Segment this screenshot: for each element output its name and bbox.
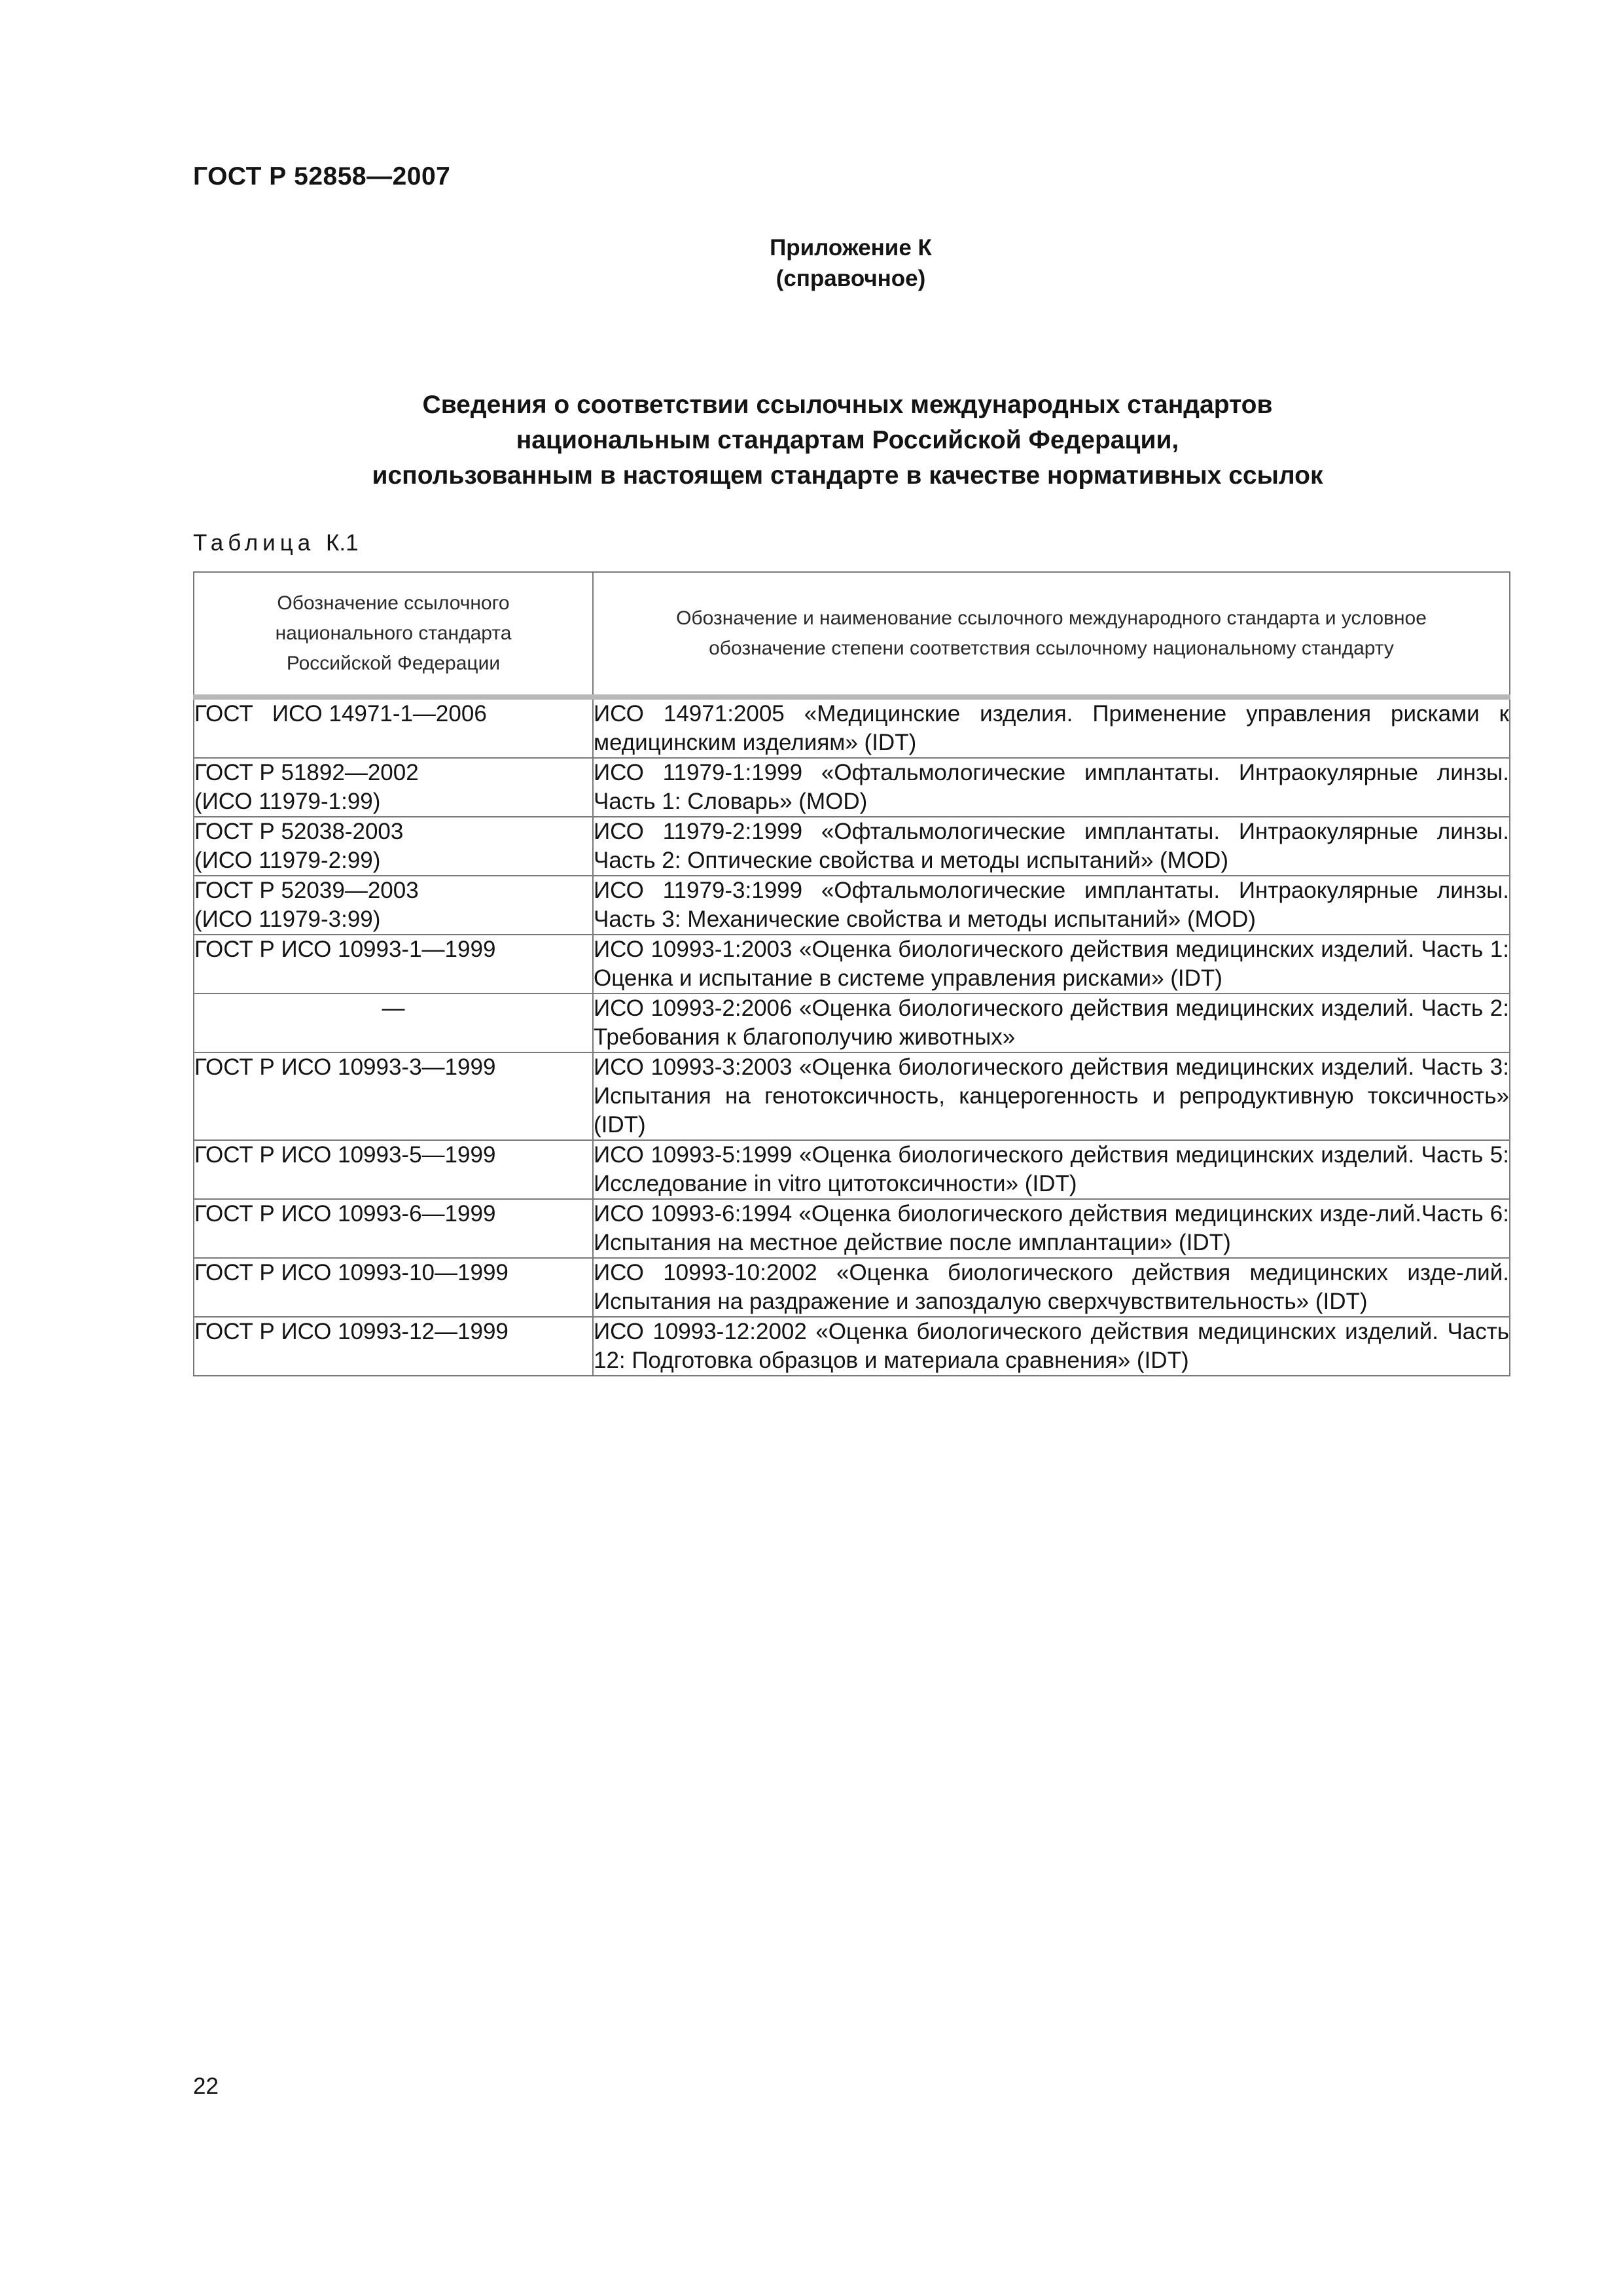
reference-table (193, 571, 1516, 1376)
national-standard-text: ГОСТ Р ИСО 10993-5—1999 (194, 1142, 496, 1168)
appendix-label: Приложение К (770, 235, 932, 260)
international-standard-cell (593, 1052, 1516, 1140)
international-standard-text: ИСО 14971:2005 «Медицинские изделия. Применение управления рисками к медицинским изделиям» (IDT) (594, 701, 1516, 755)
international-standard-text: ИСО 11979-1:1999 «Офтальмологические имплантаты. Интраокулярные линзы. Часть 1: Словарь» (MOD) (594, 760, 1516, 814)
international-standard-cell (593, 1317, 1516, 1376)
international-standard-text: ИСО 10993-12:2002 «Оценка биологического действия медицинских изделий. Часть 12: Подготовка образцов и материала сравнения» (IDT) (594, 1319, 1516, 1373)
header-national-line: Российской Федерации (286, 653, 501, 674)
national-standard-text: — (382, 996, 405, 1021)
national-standard-text: ГОСТ Р ИСО 10993-12—1999 (194, 1319, 508, 1344)
table-row (194, 935, 1510, 994)
table-row (194, 697, 1510, 758)
header-international-line: обозначение степени соответствия ссылочному национальному стандарту (709, 637, 1394, 659)
national-standard-text: ГОСТ Р ИСО 10993-3—1999 (194, 1054, 496, 1080)
table-row (194, 1140, 1510, 1199)
header-national-standard (194, 572, 593, 697)
international-standard-cell (593, 1199, 1516, 1258)
international-standard-text: ИСО 10993-2:2006 «Оценка биологического действия медицинских изделий. Часть 2: Требования к благополучию животных» (594, 996, 1516, 1050)
international-standard-text: ИСО 10993-10:2002 «Оценка биологического действия медицинских изде-лий. Испытания на раздражение и запоздалую сверхчувствительность» (IDT) (594, 1260, 1516, 1314)
national-standard-text: ГОСТ ИСО 14971-1—2006 (194, 701, 487, 726)
table-row (194, 1317, 1510, 1376)
national-standard-cell (194, 1199, 593, 1258)
table-row (194, 994, 1510, 1052)
title-line-3: использованным в настоящем стандарте в качестве нормативных ссылок (372, 461, 1323, 490)
national-standard-text: ГОСТ Р 52039—2003 (ИСО 11979-3:99) (194, 878, 419, 932)
table-row (194, 1052, 1510, 1140)
international-standard-cell (593, 1258, 1516, 1317)
national-standard-text: ГОСТ Р ИСО 10993-10—1999 (194, 1260, 508, 1285)
table-row (194, 817, 1510, 876)
table-row (194, 1199, 1510, 1258)
table-row (194, 1258, 1510, 1317)
table-caption (193, 530, 359, 556)
national-standard-cell (194, 697, 593, 758)
document-code: ГОСТ Р 52858—2007 (193, 162, 451, 190)
international-standard-text: ИСО 10993-1:2003 «Оценка биологического действия медицинских изделий. Часть 1: Оценка и испытание в системе управления рисками» (IDT) (594, 937, 1516, 991)
header-international-standard (593, 572, 1510, 697)
national-standard-text: ГОСТ Р ИСО 10993-6—1999 (194, 1201, 496, 1227)
international-standard-text: ИСО 11979-3:1999 «Офтальмологические имплантаты. Интраокулярные линзы. Часть 3: Механические свойства и методы испытаний» (MOD) (594, 878, 1516, 932)
national-standard-text: ГОСТ Р ИСО 10993-1—1999 (194, 937, 496, 962)
appendix-heading (654, 232, 1047, 294)
header-national-line: Обозначение ссылочного (277, 592, 510, 614)
international-standard-text: ИСО 10993-3:2003 «Оценка биологического действия медицинских изделий. Часть 3: Испытания на генотоксичность, канцерогенность и репродуктивную токсичность» (IDT) (594, 1054, 1516, 1138)
national-standard-cell (194, 1140, 593, 1199)
national-standard-cell (194, 935, 593, 994)
national-standard-cell (194, 1258, 593, 1317)
table-row (194, 876, 1510, 935)
international-standard-cell (593, 1140, 1516, 1199)
header-national-line: национального стандарта (275, 622, 512, 644)
national-standard-cell (194, 994, 593, 1052)
international-standard-text: ИСО 10993-6:1994 «Оценка биологического действия медицинских изде-лий.Часть 6: Испытания на местное действие после имплантации» (IDT) (594, 1201, 1516, 1255)
international-standard-cell (593, 994, 1516, 1052)
national-standard-cell (194, 1317, 593, 1376)
national-standard-text: ГОСТ Р 52038-2003 (ИСО 11979-2:99) (194, 819, 404, 873)
title-line-1: Сведения о соответствии ссылочных международных стандартов (422, 391, 1273, 419)
appendix-type: (справочное) (776, 266, 926, 291)
international-standard-cell (593, 817, 1516, 876)
national-standard-cell (194, 817, 593, 876)
title-line-2: национальным стандартам Российской Федерации, (516, 426, 1179, 454)
table-caption-word: Таблица (193, 530, 315, 556)
international-standard-cell (593, 758, 1516, 817)
national-standard-cell (194, 758, 593, 817)
national-standard-text: ГОСТ Р 51892—2002 (ИСО 11979-1:99) (194, 760, 419, 814)
table-caption-number: К.1 (325, 530, 359, 556)
international-standard-text: ИСО 11979-2:1999 «Офтальмологические имплантаты. Интраокулярные линзы. Часть 2: Оптические свойства и методы испытаний» (MOD) (594, 819, 1516, 873)
international-standard-cell (593, 876, 1516, 935)
table-header-row (194, 572, 1510, 697)
international-standard-text: ИСО 10993-5:1999 «Оценка биологического действия медицинских изделий. Часть 5: Исследование in vitro цитотоксичности» (IDT) (594, 1142, 1516, 1196)
page-number: 22 (193, 2073, 219, 2099)
international-standard-cell (593, 697, 1516, 758)
header-international-line: Обозначение и наименование ссылочного международного стандарта и условное (676, 607, 1427, 629)
international-standard-cell (593, 935, 1516, 994)
national-standard-cell (194, 876, 593, 935)
national-standard-cell (194, 1052, 593, 1140)
table-row (194, 758, 1510, 817)
appendix-title (196, 387, 1499, 493)
